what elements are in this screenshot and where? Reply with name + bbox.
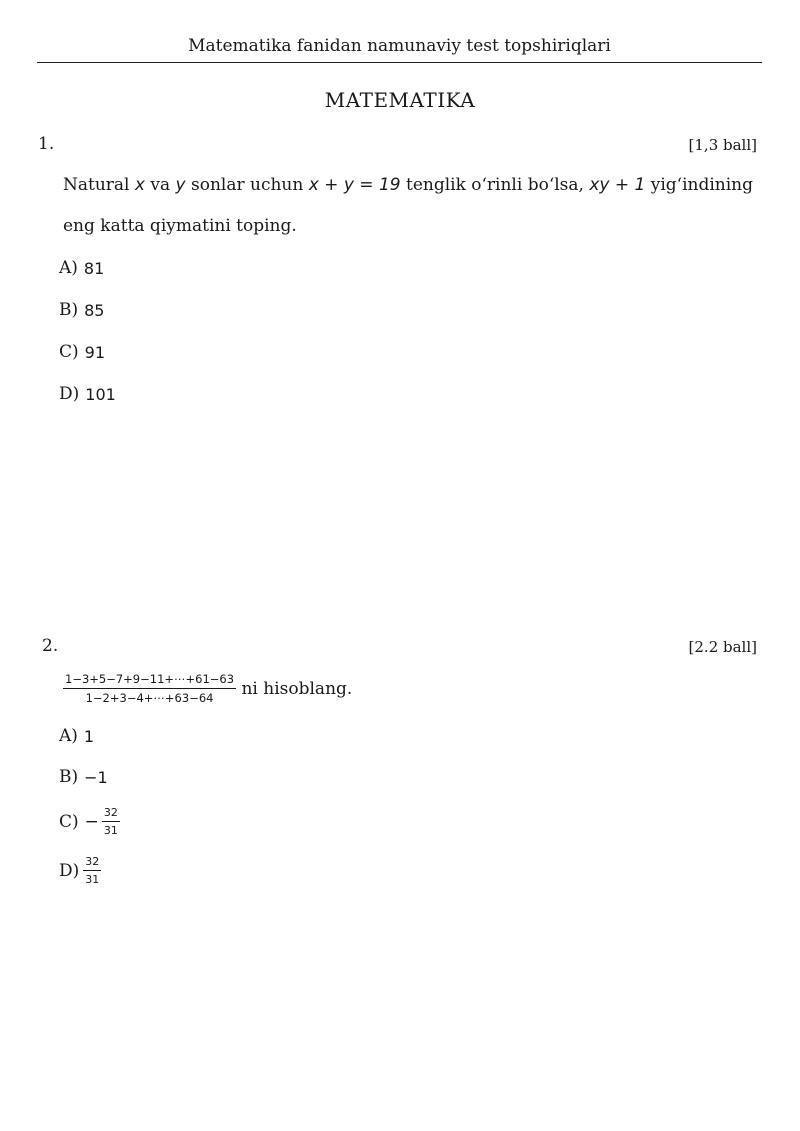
question-1-option-c[interactable] bbox=[59, 342, 105, 362]
option-letter: B) bbox=[59, 767, 79, 787]
option-letter: A) bbox=[59, 726, 78, 746]
option-value: 85 bbox=[84, 300, 105, 320]
question-1-option-d[interactable] bbox=[59, 384, 116, 404]
question-2-option-c[interactable] bbox=[59, 806, 120, 837]
header-divider bbox=[37, 62, 762, 63]
option-letter: D) bbox=[59, 384, 80, 404]
fraction-numerator: 32 bbox=[102, 806, 120, 822]
option-value: −1 bbox=[84, 767, 108, 787]
option-letter: B) bbox=[59, 300, 79, 320]
question-1-points: [1,3 ball] bbox=[688, 136, 757, 154]
option-value: 101 bbox=[85, 384, 116, 404]
option-value: 91 bbox=[84, 342, 105, 362]
question-2-instruction: ni hisoblang. bbox=[236, 678, 353, 699]
question-2-number: 2. bbox=[42, 636, 59, 656]
fraction-denominator: 31 bbox=[85, 873, 100, 886]
question-2-option-a[interactable] bbox=[59, 726, 94, 746]
option-sign: − bbox=[84, 811, 99, 832]
page-title: MATEMATIKA bbox=[324, 88, 476, 112]
question-1-number: 1. bbox=[38, 134, 55, 154]
question-1-option-a[interactable] bbox=[59, 258, 104, 278]
question-1-line-1: Natural x va y sonlar uchun x + y = 19 tenglik o‘rinli bo‘lsa, xy + 1 yig‘indining bbox=[63, 175, 753, 195]
option-value: 1 bbox=[83, 726, 95, 746]
fraction-numerator: 32 bbox=[83, 855, 101, 871]
question-2-points: [2.2 ball] bbox=[688, 638, 757, 656]
question-1-text bbox=[63, 165, 753, 247]
question-2-fraction bbox=[63, 672, 236, 705]
option-letter: A) bbox=[59, 258, 78, 278]
question-2-option-b[interactable] bbox=[59, 767, 108, 787]
option-fraction bbox=[83, 855, 101, 886]
option-letter: C) bbox=[59, 811, 79, 832]
fraction-denominator: 31 bbox=[103, 824, 118, 837]
fraction-numerator: 1−3+5−7+9−11+⋯+61−63 bbox=[63, 672, 236, 689]
fraction-denominator: 1−2+3−4+⋯+63−64 bbox=[85, 691, 214, 705]
running-header: Matematika fanidan namunaviy test topshiriqlari bbox=[188, 36, 611, 56]
question-2-text bbox=[63, 672, 753, 705]
option-fraction bbox=[102, 806, 120, 837]
question-2-option-d[interactable] bbox=[59, 855, 101, 886]
question-1-option-b[interactable] bbox=[59, 300, 104, 320]
option-letter: C) bbox=[59, 342, 79, 362]
option-value: 81 bbox=[83, 258, 105, 278]
question-1-line-2: eng katta qiymatini toping. bbox=[63, 216, 297, 236]
option-letter: D) bbox=[59, 860, 80, 881]
